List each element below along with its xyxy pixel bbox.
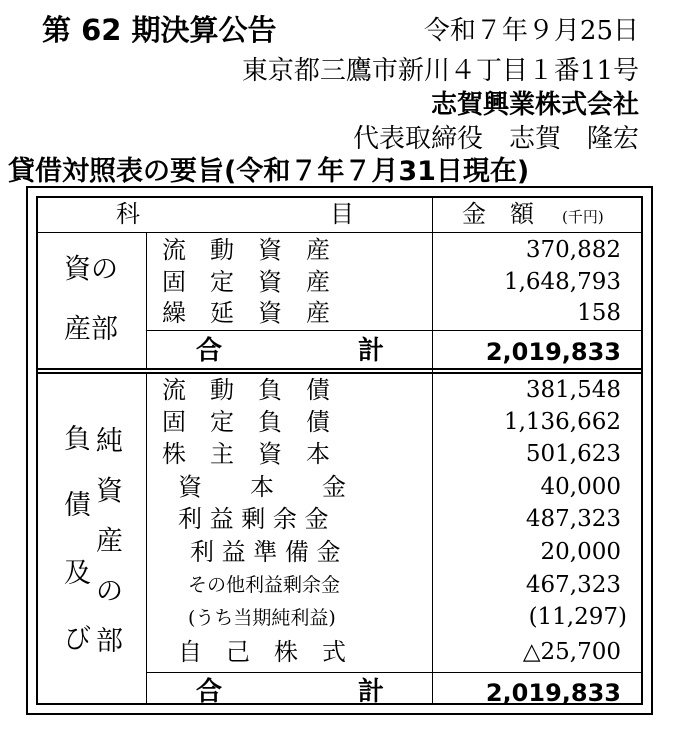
liability-row-label: 利 益 準 備 金 xyxy=(190,538,341,566)
liability-row-label: 利 益 剰 余 金 xyxy=(178,505,329,533)
liability-row-value: 40,000 xyxy=(540,474,621,500)
net-assets-section-char: 部 xyxy=(96,626,123,657)
net-assets-section-char: の xyxy=(96,576,123,607)
liability-row-label: 自 己 株 式 xyxy=(178,638,346,666)
liability-row-value: 501,623 xyxy=(525,441,621,467)
assets-total-line xyxy=(146,330,641,331)
liability-row-label: その他利益剰余金 xyxy=(188,574,341,596)
header-account-right: 目 xyxy=(330,200,354,228)
liabilities-section-char: 負 xyxy=(64,424,91,455)
liability-row-label: 資 本 金 xyxy=(178,473,346,501)
representative: 代表取締役 志賀 隆宏 xyxy=(352,124,639,154)
notice-date: 令和７年９月25日 xyxy=(423,16,639,46)
header-divider xyxy=(38,232,641,233)
asset-row-value: 1,648,793 xyxy=(503,269,621,295)
net-assets-section-char: 資 xyxy=(96,476,123,507)
liabilities-total-line xyxy=(146,672,641,673)
liabilities-total-label-right: 計 xyxy=(358,677,385,707)
balance-sheet-table xyxy=(36,196,643,705)
liability-row-value: 487,323 xyxy=(525,506,621,532)
balance-sheet-title: 貸借対照表の要旨(令和７年７月31日現在) xyxy=(8,156,530,187)
company-name: 志賀興業株式会社 xyxy=(430,90,639,120)
liability-row-value: 1,136,662 xyxy=(503,409,621,435)
asset-row-value: 370,882 xyxy=(525,237,621,263)
column-divider xyxy=(432,198,433,703)
liabilities-section-char: び xyxy=(64,624,91,655)
liabilities-section-column-line xyxy=(146,372,147,703)
liabilities-section-char: 債 xyxy=(64,490,91,521)
notice-title: 第 62 期決算公告 xyxy=(42,13,277,47)
liabilities-section-char: 及 xyxy=(64,558,91,589)
liability-row-value: 467,323 xyxy=(525,572,621,598)
assets-section-label-line1: 資の xyxy=(64,254,118,285)
liability-row-label: 固 定 負 債 xyxy=(162,408,330,436)
assets-total-label-right: 計 xyxy=(358,336,385,366)
assets-section-label-line2: 産部 xyxy=(64,314,118,345)
liability-row-label: (うち当期純利益) xyxy=(188,607,336,629)
liability-row-value: 20,000 xyxy=(540,539,621,565)
asset-row-label: 繰 延 資 産 xyxy=(162,299,330,327)
asset-row-value: 158 xyxy=(577,300,621,326)
assets-total-value: 2,019,833 xyxy=(485,338,621,366)
net-assets-section-char: 産 xyxy=(96,526,123,557)
asset-row-label: 流 動 資 産 xyxy=(162,236,330,264)
header-unit: (千円) xyxy=(562,208,604,226)
net-assets-section-char: 純 xyxy=(96,426,123,457)
liability-row-label: 株 主 資 本 xyxy=(162,440,330,468)
company-address: 東京都三鷹市新川４丁目１番11号 xyxy=(241,56,639,86)
liabilities-total-label-left: 合 xyxy=(196,677,223,707)
assets-section-column-line xyxy=(146,232,147,370)
header-amount: 金 額 xyxy=(462,200,534,228)
section-divider-top xyxy=(38,368,641,370)
assets-total-label-left: 合 xyxy=(196,336,223,366)
asset-row-label: 固 定 資 産 xyxy=(162,268,330,296)
header-account-left: 科 xyxy=(116,200,140,228)
liability-row-value: (11,297) xyxy=(528,604,627,630)
liability-row-label: 流 動 負 債 xyxy=(162,376,330,404)
liability-row-value: △25,700 xyxy=(522,639,621,665)
liability-row-value: 381,548 xyxy=(525,377,621,403)
section-divider-bottom xyxy=(38,372,641,374)
liabilities-total-value: 2,019,833 xyxy=(485,679,621,707)
